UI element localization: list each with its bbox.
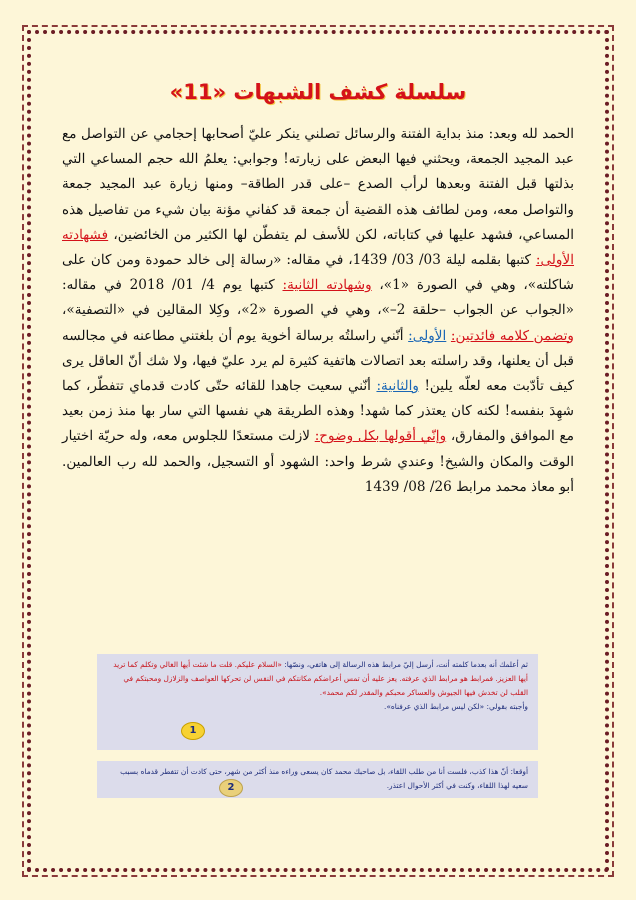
article-body <box>62 122 574 500</box>
quote-image-1 <box>97 654 538 750</box>
text-segment: لازلت مستعدًا للجلوس معه، وله حريّة اختيار الوقت والمكان والشيخ! وعندي شرط واحد: الشهود أو التسجيل، والحمد لله رب العالمين. أبو معاذ محمد مرابط 26/ 08/ 1439 <box>62 428 574 495</box>
highlight-second-testimony: وشهادته الثانية: <box>282 277 372 294</box>
quote-1-intro: ثم أعلمك أنه بعدما كلمته أنت، أرسل إليّ مرابط هذه الرسالة إلى هاتفي، ونصّها: <box>281 660 528 669</box>
quote-image-2 <box>97 761 538 798</box>
quote-1-reply: وأجبته بقولي: «لكن ليس مرابط الذي عرفناه». <box>384 702 528 711</box>
quote-1-message: «السلام عليكم. قلت ما شئت أيها الغالي وتكلم كما تريد أيها العزيز. فمرابط هو مرابط الذي عرفته. يعز عليه أن تمس أعراضكم مكانتكم في النفس لن تحركها العواصف والزلازل ومحبتكم في القلب لن تخدش فيها الجيوش والعساكر محبكم والمقدر لكم محمد». <box>113 660 528 697</box>
text-segment: أنّني سعيت جاهدا للقائه حتّى كادت قدماي تتفطّر، كما شهِدَ بنفسه! لكنه كان يعتذر كما شهد! وهذه الطريقة هي نفسها التي سار بها منذ زمن بعيد مع الموافق والمفارق، <box>62 378 574 445</box>
quote-1-text <box>107 658 528 700</box>
text-segment: كتبها بقلمه ليلة 03/ 03/ 1439، في مقاله: «رسالة إلى خالد حمودة ومن كان على شاكلته»، وهي في الصورة «1»، <box>62 252 575 294</box>
image-number-badge-2: 2 <box>219 779 243 797</box>
highlight-second: والثانية: <box>376 378 419 395</box>
highlight-two-benefits: وتضمن كلامه فائدتين: <box>450 327 574 344</box>
highlight-first-testimony: فشهادته الأولى: <box>62 226 575 269</box>
page-title: سلسلة كشف الشبهات «11» <box>169 80 467 104</box>
image-number-badge-1: 1 <box>181 722 205 740</box>
article-paragraph <box>62 122 574 500</box>
quote-2-text: أوقعا: أنّ هذا كذب، فلست أنا من طلب اللقاء، بل صاحبك محمد كان يسعى وراءه منذ أكثر من شهر، حتى كادت أن تتفطر قدماه بسبب سعيه لهذا اللقاء، وكنت في أكثر الأحوال اعتذر. <box>120 767 528 790</box>
highlight-clarity: وإنّي أقولها بكل وضوح: <box>314 428 447 445</box>
text-segment: الحمد لله وبعد: منذ بداية الفتنة والرسائل تصلني ينكر عليّ أصحابها إحجامي عن التواصل مع عبد المجيد الجمعة، ويحثني فيها البعض على زيارته! وجوابي: يعلمُ الله حجم المساعي التي بذلتها قبل الفتنة وبعدها لرأب الصدع –على قدر الطاقة– ومنها زيارة عبد المجيد جمعة والتواصل معه، ومن لطائف هذه القضية أن جمعة قد كفاني مؤنة بيان شيء من تفاصيل هذه المساعي، فشهد عليها في كتاباته، لكن للأسف لم يتفطّن لها الكثير من الخائضين، <box>62 126 574 243</box>
highlight-first: الأولى: <box>408 327 447 344</box>
text-segment: كتبها يوم 4/ 01/ 2018 في مقاله: «الجواب عن الجواب –حلقة 2–»، وهي في الصورة «2»، وكِلا المقالين في «التصفية»، <box>62 277 574 319</box>
text-segment: أنّني راسلتُه برسالة أخوية يوم أن بلغتني مطاعنه في مجالسه قبل أن يعلنها، وقد راسلته بعد اتصالات هاتفية كثيرة لم يرد عليّ فيها، ولا شك أنّ العاقل يرى كيف تأدّبت معه لعلّه يلين! <box>62 327 574 395</box>
